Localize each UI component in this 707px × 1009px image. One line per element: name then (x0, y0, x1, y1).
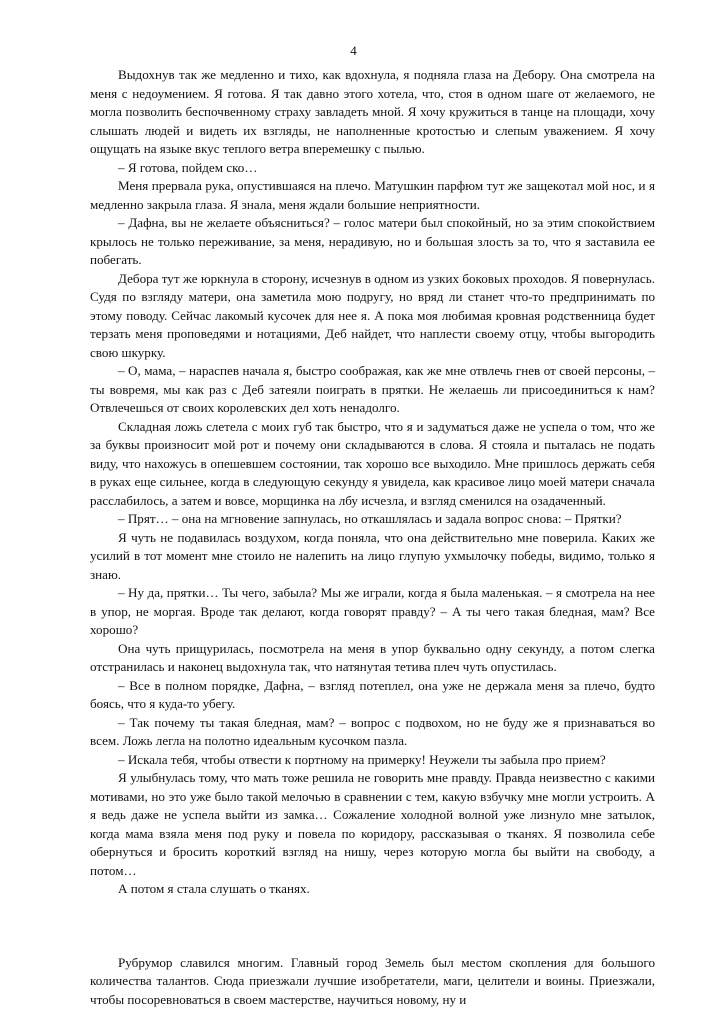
paragraph: – Я готова, пойдем ско… (90, 159, 655, 178)
section-break (90, 899, 655, 954)
paragraph: – Прят… – она на мгновение запнулась, но откашлялась и задала вопрос снова: – Прятки? (90, 510, 655, 529)
paragraph: – Ну да, прятки… Ты чего, забыла? Мы же играли, когда я была маленькая. – я смотрела на нее в упор, не моргая. Вроде так делают, когда говорят правду? – А ты чего такая бледная, мам? Все хорошо? (90, 584, 655, 640)
paragraph: Выдохнув так же медленно и тихо, как вдохнула, я подняла глаза на Дебору. Она смотрела на меня с недоумением. Я готова. Я так давно этого хотела, что, стоя в одном шаге от желаемого, не могла позволить беспочвенному страху завладеть мной. Я хочу кружиться в танце на площади, хочу слышать людей и видеть их взгляды, не наполненные кротостью и слепым уважением. Я хочу ощущать на языке вкус теплого ветра вперемешку с пылью. (90, 66, 655, 159)
closing-paragraph: Рубрумор славился многим. Главный город Земель был местом скопления для большого количества талантов. Сюда приезжали лучшие изобретатели, маги, целители и воины. Приезжали, чтобы посоревноваться в своем мастерстве, научиться новому, ну и (90, 954, 655, 1009)
paragraph: – О, мама, – нараспев начала я, быстро соображая, как же мне отвлечь гнев от своей персоны, – ты вовремя, мы как раз с Деб затеяли поиграть в прятки. Не желаешь ли присоединиться к нам? Отвлечешься от своих королевских дел хоть ненадолго. (90, 362, 655, 418)
paragraph: Дебора тут же юркнула в сторону, исчезнув в одном из узких боковых проходов. Я повернулась. Судя по взгляду матери, она заметила мою подругу, но вряд ли станет что-то предпринимать по этому поводу. Сейчас лакомый кусочек для нее я. А пока моя любимая кровная родственница будет терзать меня проповедями и нотациями, Деб найдет, что наплести своему отцу, чтобы выгородить свою шкурку. (90, 270, 655, 363)
paragraph: Я улыбнулась тому, что мать тоже решила не говорить мне правду. Правда неизвестно с какими мотивами, но это уже было такой мелочью в сравнении с тем, какую взбучку мне могли устроить. А я ведь даже не успела выйти из замка… Сожаление холодной волной уже лизнуло мне затылок, когда мама взяла меня под руку и повела по коридору, рассказывая о тканях. Я позволила себе обернуться и бросить короткий взгляд на нишу, через которую могла бы выйти на свободу, а потом… (90, 769, 655, 880)
paragraph: Она чуть прищурилась, посмотрела на меня в упор буквально одну секунду, а потом слегка отстранилась и наконец выдохнула так, что натянутая тетива плеч чуть опустилась. (90, 640, 655, 677)
paragraph: – Дафна, вы не желаете объясниться? – голос матери был спокойный, но за этим спокойствием крылось не только переживание, за меня, нерадивую, но и большая злость за то, что я заставила ее побегать. (90, 214, 655, 270)
paragraph: Меня прервала рука, опустившаяся на плечо. Матушкин парфюм тут же защекотал мой нос, и я медленно закрыла глаза. Я знала, меня ждали большие неприятности. (90, 177, 655, 214)
page-number: 4 (0, 43, 707, 59)
paragraph: – Все в полном порядке, Дафна, – взгляд потеплел, она уже не держала меня за плечо, будто боясь, что я куда-то убегу. (90, 677, 655, 714)
paragraph: А потом я стала слушать о тканях. (90, 880, 655, 899)
paragraph: – Так почему ты такая бледная, мам? – вопрос с подвохом, но не буду же я признаваться во всем. Ложь легла на полотно идеальным кусочком пазла. (90, 714, 655, 751)
body-text (90, 66, 655, 1009)
paragraph: Я чуть не подавилась воздухом, когда поняла, что она действительно мне поверила. Каких же усилий в тот момент мне стоило не налепить на лицо глупую ухмылочку победы, видимо, только я знаю. (90, 529, 655, 585)
paragraph: Складная ложь слетела с моих губ так быстро, что я и задуматься даже не успела о том, что же за буквы произносит мой рот и почему они складываются в слова. Я стояла и пыталась не подать виду, что нахожусь в опешевшем состоянии, так хорошо все выходило. Мне пришлось держать себя в руках еще сильнее, когда в следующую секунду я увидела, как красивое лицо моей матери сначала расслабилось, а затем и вовсе, морщинка на лбу исчезла, и взгляд сменился на озадаченный. (90, 418, 655, 511)
paragraph: – Искала тебя, чтобы отвести к портному на примерку! Неужели ты забыла про прием? (90, 751, 655, 770)
